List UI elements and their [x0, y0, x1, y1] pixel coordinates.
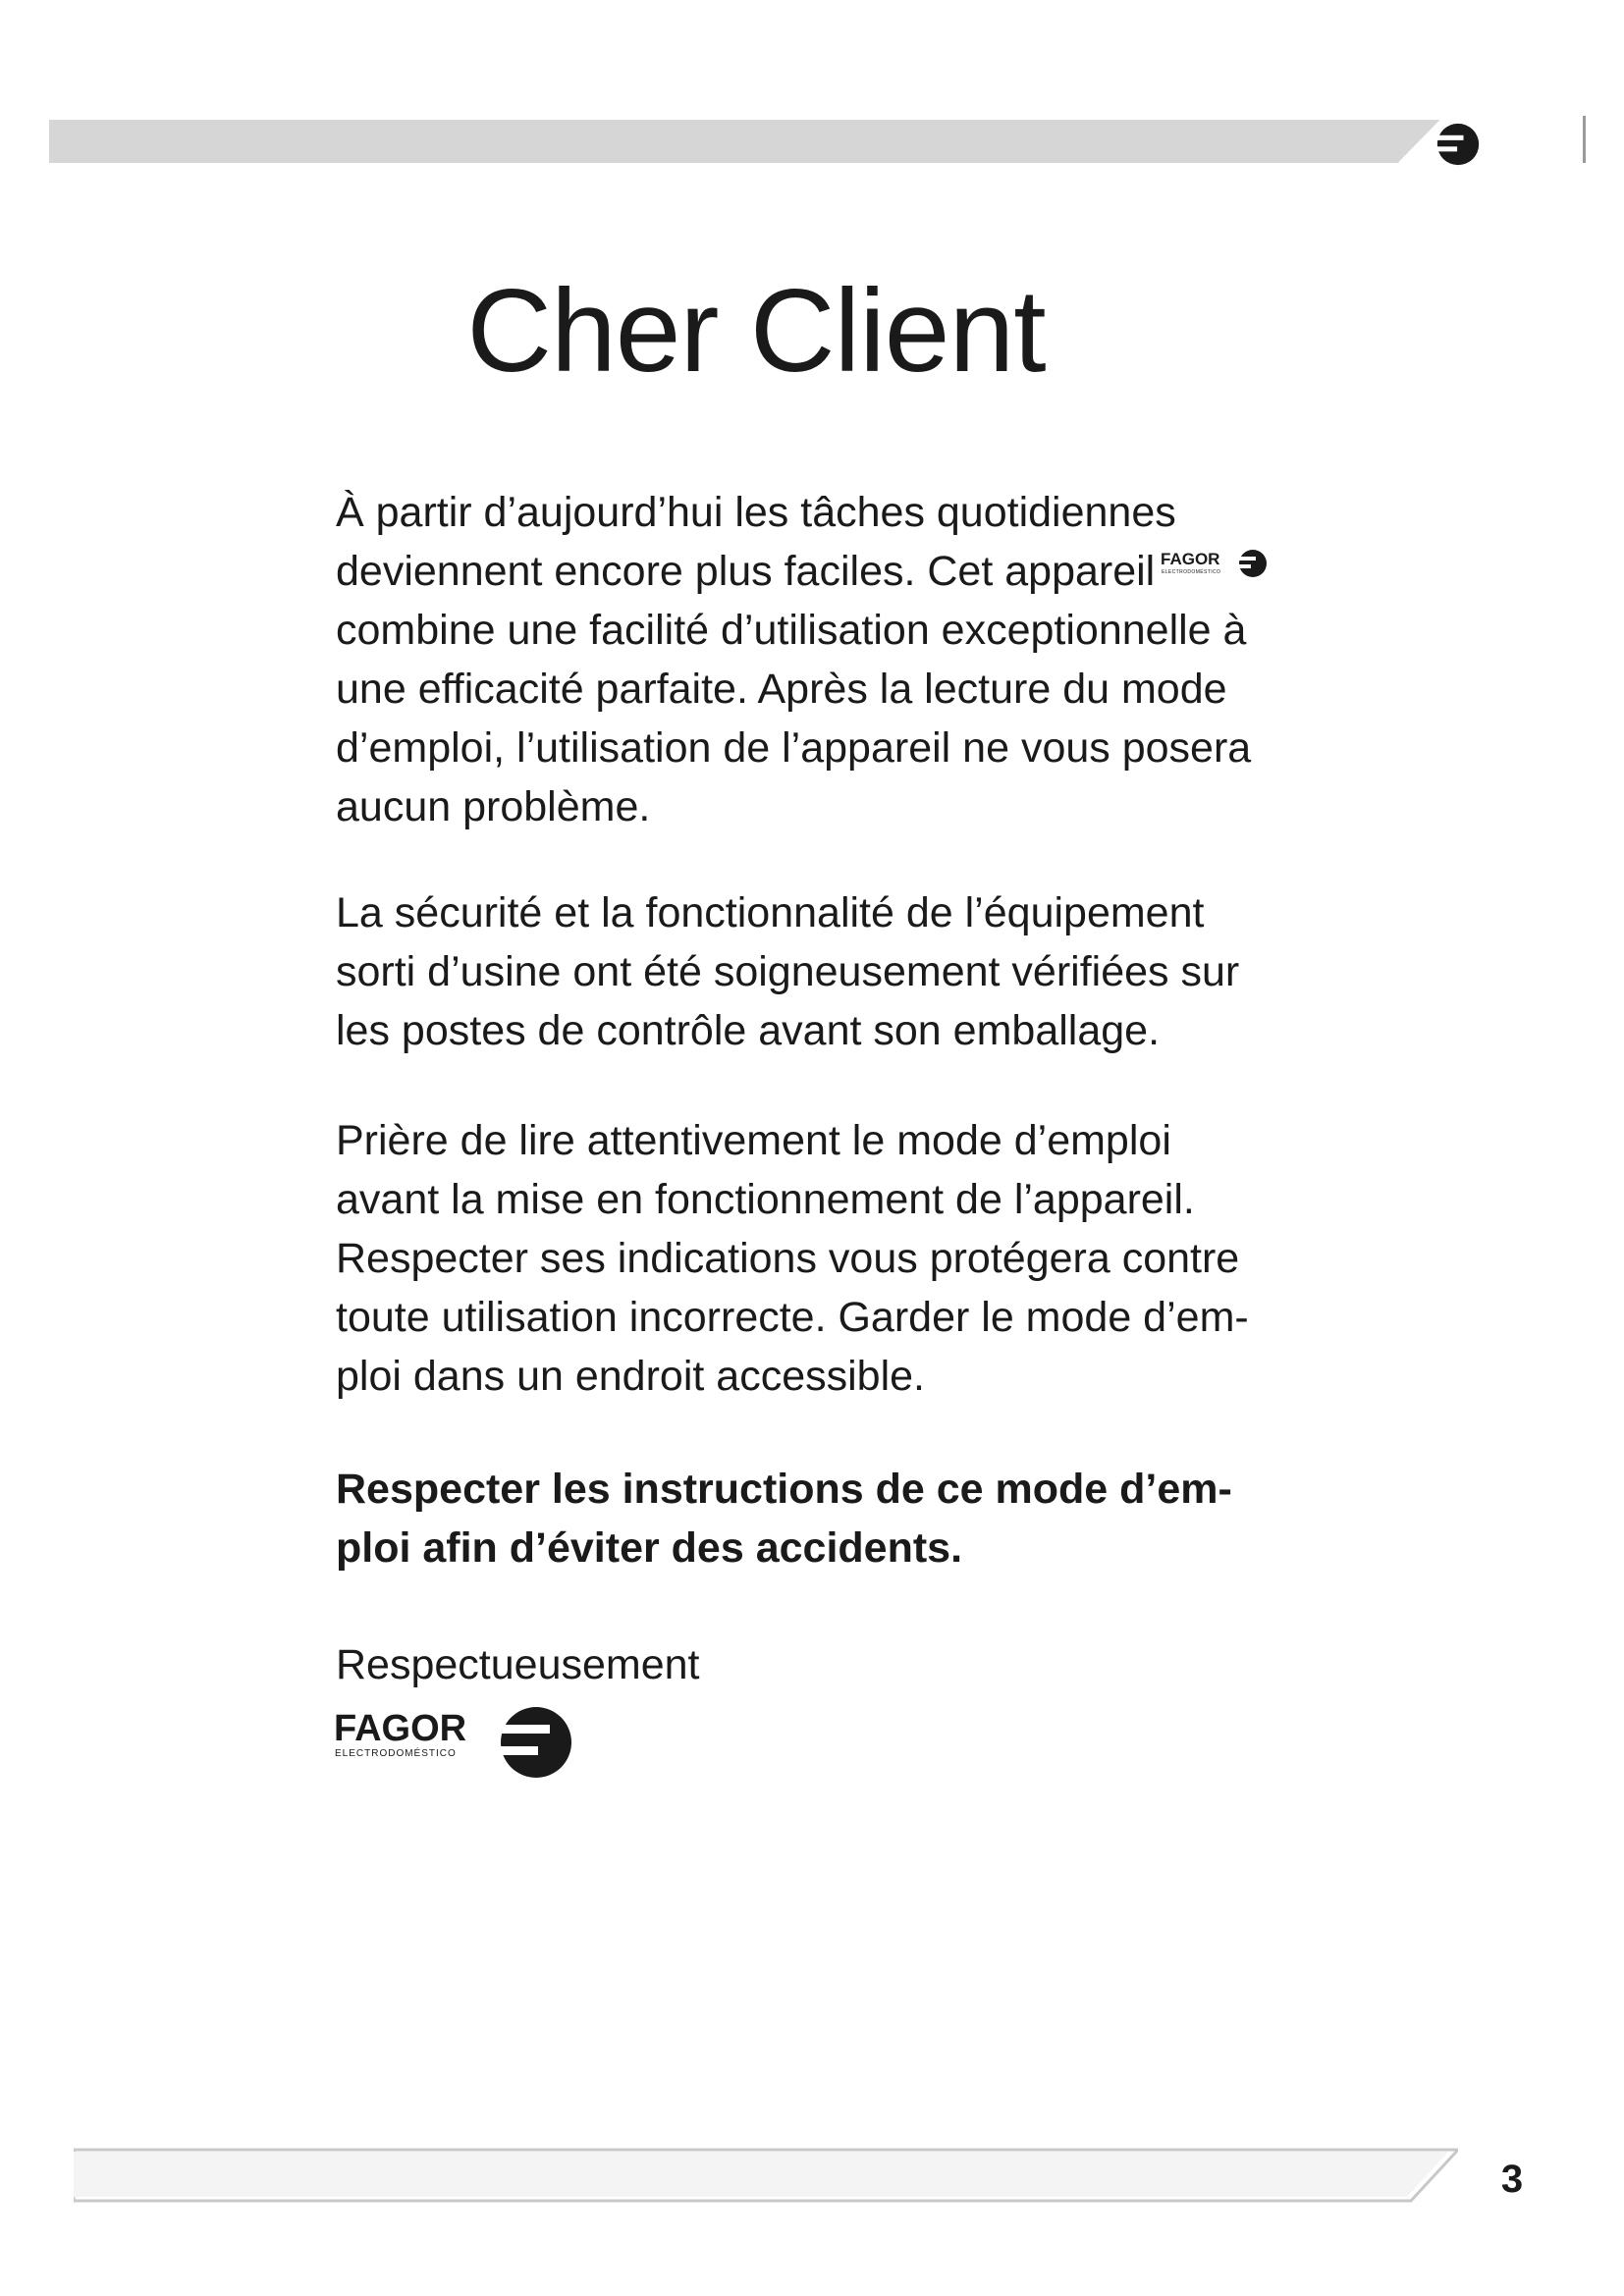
fagor-subtitle: ELECTRODOMÉSTICO: [335, 1748, 457, 1759]
text-line: toute utilisation incorrecte. Garder le mode d’em-: [336, 1294, 1249, 1341]
warning-paragraph: [336, 1460, 1318, 1577]
header-edge-mark: [1583, 116, 1586, 163]
text-line: une efficacité parfaite. Après la lecture du mode: [336, 666, 1227, 713]
fagor-subtitle: ELECTRODOMÉSTICO: [1162, 569, 1221, 575]
intro-paragraph: [336, 483, 1318, 836]
text-line: deviennent encore plus faciles. Cet appareil: [336, 548, 1156, 595]
header-band: [49, 120, 1443, 163]
text-line: avant la mise en fonctionnement de l’appareil.: [336, 1176, 1195, 1223]
safety-paragraph: [336, 883, 1318, 1060]
text-line: aucun problème.: [336, 783, 651, 830]
text-line: combine une facilité d’utilisation exceptionnelle à: [336, 607, 1247, 654]
fagor-inline-logo: [1161, 548, 1271, 579]
fagor-wordmark: FAGOR: [1161, 550, 1220, 568]
fagor-signature-logo: [334, 1701, 579, 1780]
page-number: 3: [1500, 2158, 1524, 2201]
fagor-wordmark: FAGOR: [334, 1708, 467, 1749]
text-line: ploi afin d’éviter des accidents.: [336, 1524, 963, 1572]
fagor-logo-icon: [499, 1707, 571, 1778]
text-line: À partir d’aujourd’hui les tâches quotidiennes: [336, 489, 1176, 536]
text-line: Respecter les instructions de ce mode d’em-: [336, 1466, 1232, 1513]
instructions-paragraph: [336, 1111, 1318, 1406]
text-line-with-logo: [336, 542, 1318, 601]
fagor-logo-icon: [1435, 122, 1481, 167]
closing-text: Respectueusement: [336, 1641, 700, 1688]
fagor-logo-icon: [1161, 548, 1271, 579]
text-line: Prière de lire attentivement le mode d’emploi: [336, 1117, 1171, 1164]
text-line: ploi dans un endroit accessible.: [336, 1353, 925, 1400]
text-line: Respecter ses indications vous protégera contre: [336, 1235, 1240, 1282]
footer-band: [74, 2148, 1458, 2203]
text-line: d’emploi, l’utilisation de l’appareil ne vous posera: [336, 724, 1252, 772]
text-line: sorti d’usine ont été soigneusement vérifiées sur: [336, 948, 1240, 995]
text-line: La sécurité et la fonctionnalité de l’équipement: [336, 889, 1205, 936]
text-line: les postes de contrôle avant son emballage.: [336, 1007, 1161, 1054]
page-title: Cher Client: [466, 265, 1046, 397]
